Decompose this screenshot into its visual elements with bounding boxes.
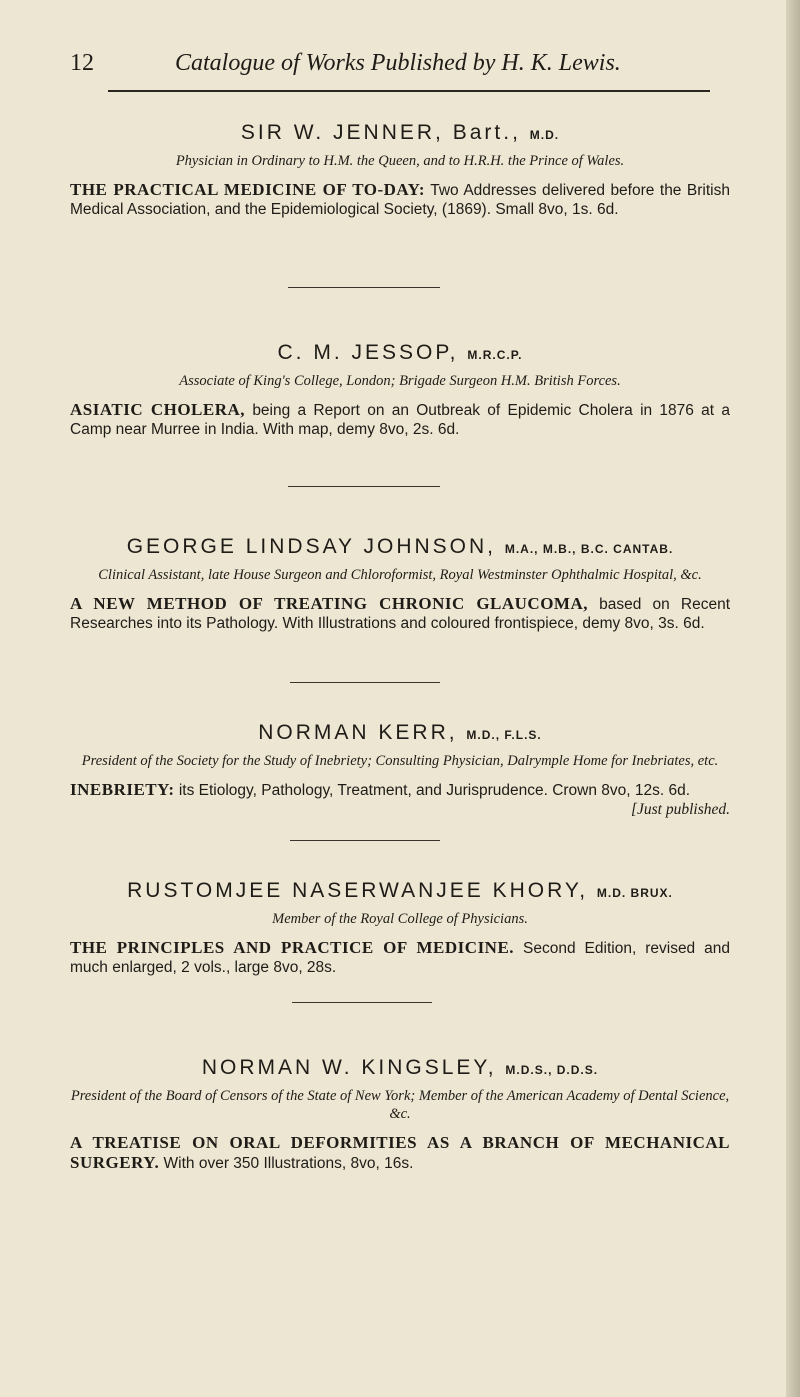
work-listing <box>70 594 730 633</box>
work-title: THE PRACTICAL MEDICINE OF TO-DAY: <box>70 180 426 199</box>
page-header <box>70 50 730 90</box>
work-listing <box>70 180 730 219</box>
header-rule <box>108 90 710 92</box>
work-description: its Etiology, Pathology, Treatment, and Jurisprudence. Crown 8vo, 12s. 6d. <box>178 782 691 799</box>
section-divider <box>288 287 440 288</box>
author-affiliation: Member of the Royal College of Physicians. <box>272 911 528 927</box>
work-description: being a Report on an Outbreak of Epidemic Cholera in 1876 at a Camp near Murree in India. With map, demy 8vo, 2s. 6d. <box>70 402 730 438</box>
work-title: THE PRINCIPLES AND PRACTICE OF MEDICINE. <box>70 938 515 957</box>
work-description: Two Addresses delivered before the British Medical Association, and the Epidemiological Society, (1869). Small 8vo, 1s. 6d. <box>70 182 730 218</box>
running-title: Catalogue of Works Published by H. K. Lewis. <box>175 50 621 76</box>
work-listing <box>70 400 730 439</box>
publication-note: [Just published. <box>630 801 730 818</box>
work-title: INEBRIETY: <box>70 780 175 799</box>
author-name: NORMAN KERR, M.D., F.L.S. <box>258 721 542 744</box>
author-affiliation: President of the Society for the Study of Inebriety; Consulting Physician, Dalrymple Home for Inebriates, etc. <box>81 753 719 769</box>
page-edge-shadow <box>786 0 800 1397</box>
work-listing <box>70 938 730 977</box>
work-description: With over 350 Illustrations, 8vo, 16s. <box>163 1155 414 1172</box>
author-degrees: M.D. <box>529 128 560 142</box>
section-divider <box>288 486 440 487</box>
catalogue-entry-jessop <box>70 340 730 439</box>
author-name: GEORGE LINDSAY JOHNSON, M.A., M.B., B.C. CANTAB. <box>126 535 674 558</box>
author-degrees: M.D.S., D.D.S. <box>505 1063 599 1077</box>
catalogue-entry-kingsley <box>70 1055 730 1173</box>
work-listing <box>70 780 730 818</box>
author-name: RUSTOMJEE NASERWANJEE KHORY, M.D. BRUX. <box>127 879 673 902</box>
author-name: SIR W. JENNER, Bart., M.D. <box>240 121 560 144</box>
work-listing <box>70 1133 730 1173</box>
author-degrees: M.R.C.P. <box>467 348 523 362</box>
catalogue-entry-khory <box>70 878 730 977</box>
work-title: ASIATIC CHOLERA, <box>70 400 246 419</box>
author-degrees: M.A., M.B., B.C. CANTAB. <box>504 542 674 556</box>
work-title: A NEW METHOD OF TREATING CHRONIC GLAUCOMA, <box>70 594 589 613</box>
catalogue-entry-jenner <box>70 120 730 219</box>
author-degrees: M.D., F.L.S. <box>466 728 542 742</box>
author-name: NORMAN W. KINGSLEY, M.D.S., D.D.S. <box>201 1056 599 1079</box>
catalogue-entry-kerr <box>70 720 730 819</box>
author-degrees: M.D. BRUX. <box>596 886 673 900</box>
section-divider <box>292 1002 432 1003</box>
author-affiliation: Physician in Ordinary to H.M. the Queen, and to H.R.H. the Prince of Wales. <box>175 153 625 169</box>
work-description: Second Edition, revised and much enlarged, 2 vols., large 8vo, 28s. <box>70 940 730 976</box>
section-divider <box>290 840 440 841</box>
author-affiliation: President of the Board of Censors of the State of New York; Member of the American Academy of Dental Science, &c. <box>70 1088 730 1122</box>
section-divider <box>290 682 440 683</box>
author-affiliation: Associate of King's College, London; Brigade Surgeon H.M. British Forces. <box>179 373 621 389</box>
work-description: based on Recent Researches into its Pathology. With Illustrations and coloured frontispiece, demy 8vo, 3s. 6d. <box>70 596 731 632</box>
author-name: C. M. JESSOP, M.R.C.P. <box>277 341 523 364</box>
page-number: 12 <box>70 50 94 76</box>
work-title: A TREATISE ON ORAL DEFORMITIES AS A BRANCH OF MECHANICAL SURGERY. <box>70 1133 730 1172</box>
author-affiliation: Clinical Assistant, late House Surgeon and Chloroformist, Royal Westminster Ophthalmic Hospital, &c. <box>98 567 702 583</box>
catalogue-entry-johnson <box>70 534 730 633</box>
